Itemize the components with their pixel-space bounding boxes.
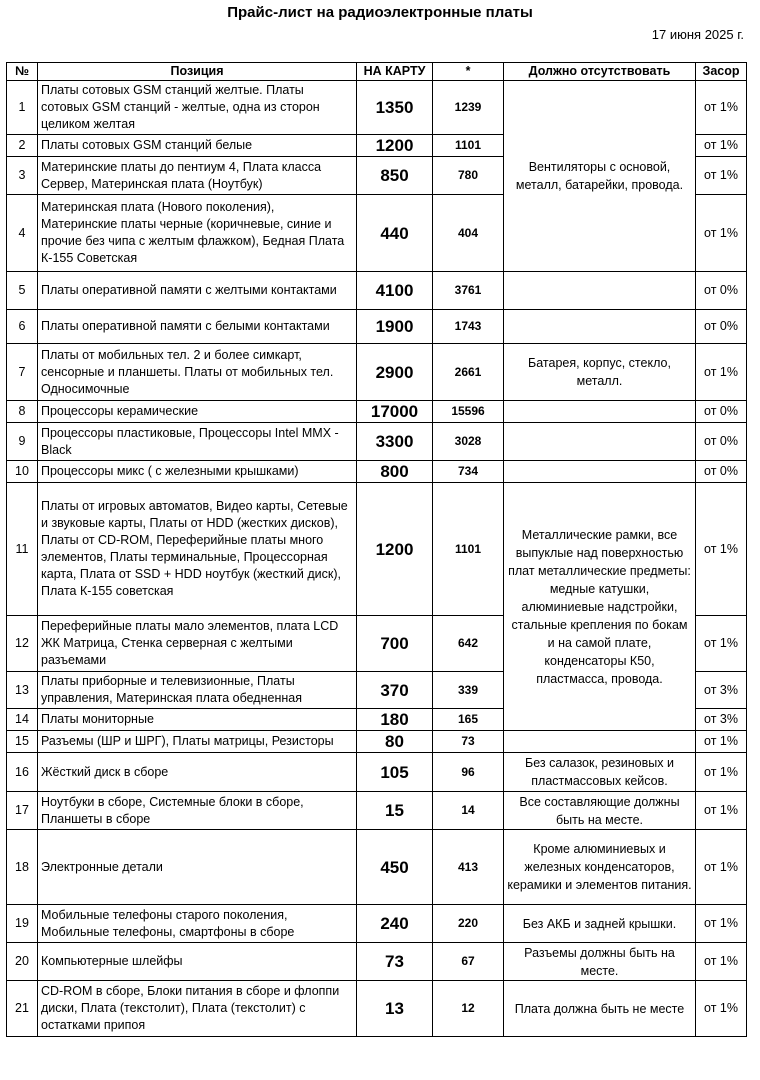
row-card-price: 80 [357, 731, 433, 753]
row-number: 13 [7, 672, 38, 709]
row-absent: Без салазок, резиновых и пластмассовых кейсов. [504, 753, 696, 792]
row-star-price: 2661 [433, 344, 504, 401]
row-number: 20 [7, 943, 38, 981]
row-number: 16 [7, 753, 38, 792]
row-absent: Без АКБ и задней крышки. [504, 905, 696, 943]
row-dirt: от 1% [696, 135, 747, 157]
row-star-price: 1239 [433, 81, 504, 135]
row-dirt: от 0% [696, 401, 747, 423]
row-star-price: 339 [433, 672, 504, 709]
row-dirt: от 1% [696, 792, 747, 830]
row-card-price: 440 [357, 195, 433, 272]
row-star-price: 413 [433, 830, 504, 905]
row-number: 6 [7, 310, 38, 344]
row-dirt: от 1% [696, 616, 747, 672]
row-number: 14 [7, 709, 38, 731]
row-absent: Разъемы должны быть на месте. [504, 943, 696, 981]
row-position: Мобильные телефоны старого поколения, Мобильные телефоны, смартфоны в сборе [38, 905, 357, 943]
table-row [7, 344, 747, 401]
row-number: 2 [7, 135, 38, 157]
row-dirt: от 1% [696, 830, 747, 905]
row-dirt: от 1% [696, 157, 747, 195]
row-card-price: 4100 [357, 272, 433, 310]
row-dirt: от 0% [696, 272, 747, 310]
row-dirt: от 1% [696, 344, 747, 401]
row-position: Процессоры керамические [38, 401, 357, 423]
row-star-price: 642 [433, 616, 504, 672]
row-star-price: 780 [433, 157, 504, 195]
row-position: Платы мониторные [38, 709, 357, 731]
row-card-price: 850 [357, 157, 433, 195]
row-position: Процессоры пластиковые, Процессоры Intel MMX - Black [38, 423, 357, 461]
row-card-price: 800 [357, 461, 433, 483]
header-num: № [7, 63, 38, 81]
row-position: Процессоры микс ( с железными крышками) [38, 461, 357, 483]
row-number: 17 [7, 792, 38, 830]
row-dirt: от 1% [696, 195, 747, 272]
header-dirt: Засор [696, 63, 747, 81]
header-card: НА КАРТУ [357, 63, 433, 81]
table-row [7, 792, 747, 830]
table-row [7, 753, 747, 792]
row-star-price: 1743 [433, 310, 504, 344]
page-title: Прайс-лист на радиоэлектронные платы [227, 4, 533, 21]
row-star-price: 96 [433, 753, 504, 792]
row-card-price: 2900 [357, 344, 433, 401]
row-position: Компьютерные шлейфы [38, 943, 357, 981]
row-dirt: от 3% [696, 672, 747, 709]
row-position: Платы от игровых автоматов, Видео карты, Сетевые и звуковые карты, Платы от HDD (жестких дисков), Платы от CD-ROM, Переферийные платы много элементов, Платы терминальные, Процессорная карта, Плата от SSD + HDD ноутбук (жесткий диск), Плата К-155 советская [38, 483, 357, 616]
row-number: 21 [7, 981, 38, 1037]
row-card-price: 15 [357, 792, 433, 830]
row-card-price: 13 [357, 981, 433, 1037]
row-number: 11 [7, 483, 38, 616]
row-dirt: от 0% [696, 461, 747, 483]
row-dirt: от 1% [696, 81, 747, 135]
table-row [7, 461, 747, 483]
table-row [7, 943, 747, 981]
row-dirt: от 0% [696, 423, 747, 461]
row-card-price: 17000 [357, 401, 433, 423]
row-absent: Плата должна быть не месте [504, 981, 696, 1037]
row-dirt: от 1% [696, 981, 747, 1037]
row-absent: Все составляющие должны быть на месте. [504, 792, 696, 830]
row-dirt: от 1% [696, 905, 747, 943]
row-dirt: от 0% [696, 310, 747, 344]
row-absent [504, 731, 696, 753]
row-star-price: 1101 [433, 135, 504, 157]
row-number: 18 [7, 830, 38, 905]
row-star-price: 73 [433, 731, 504, 753]
row-card-price: 105 [357, 753, 433, 792]
table-row [7, 905, 747, 943]
row-position: CD-ROM в сборе, Блоки питания в сборе и флоппи диски, Плата (текстолит), Плата (текстолит) с остатками припоя [38, 981, 357, 1037]
price-table [6, 62, 747, 1037]
row-card-price: 1900 [357, 310, 433, 344]
row-number: 5 [7, 272, 38, 310]
row-absent [504, 423, 696, 461]
row-position: Платы оперативной памяти с белыми контактами [38, 310, 357, 344]
table-row [7, 401, 747, 423]
row-card-price: 73 [357, 943, 433, 981]
row-position: Электронные детали [38, 830, 357, 905]
row-star-price: 67 [433, 943, 504, 981]
row-position: Переферийные платы мало элементов, плата LCD ЖК Матрица, Стенка серверная с желтыми разъемами [38, 616, 357, 672]
row-number: 19 [7, 905, 38, 943]
table-row [7, 483, 747, 616]
row-card-price: 240 [357, 905, 433, 943]
row-card-price: 1200 [357, 135, 433, 157]
row-position: Материнские платы до пентиум 4, Плата класса Сервер, Материнская плата (Ноутбук) [38, 157, 357, 195]
row-card-price: 700 [357, 616, 433, 672]
row-position: Жёсткий диск в сборе [38, 753, 357, 792]
row-absent [504, 272, 696, 310]
row-card-price: 1350 [357, 81, 433, 135]
row-dirt: от 1% [696, 753, 747, 792]
row-dirt: от 3% [696, 709, 747, 731]
row-star-price: 12 [433, 981, 504, 1037]
row-star-price: 1101 [433, 483, 504, 616]
row-position: Разъемы (ШР и ШРГ), Платы матрицы, Резисторы [38, 731, 357, 753]
table-row [7, 310, 747, 344]
row-absent [504, 461, 696, 483]
table-header-row [7, 63, 747, 81]
row-star-price: 165 [433, 709, 504, 731]
table-row [7, 81, 747, 135]
header-star: * [433, 63, 504, 81]
row-position: Платы сотовых GSM станций желтые. Платы сотовых GSM станций - желтые, одна из сторон целиком желтая [38, 81, 357, 135]
row-star-price: 220 [433, 905, 504, 943]
row-position: Платы сотовых GSM станций белые [38, 135, 357, 157]
table-row [7, 830, 747, 905]
document-date: 17 июня 2025 г. [651, 27, 744, 42]
row-card-price: 370 [357, 672, 433, 709]
header-absent: Должно отсутствовать [504, 63, 696, 81]
row-card-price: 3300 [357, 423, 433, 461]
row-dirt: от 1% [696, 943, 747, 981]
row-position: Материнская плата (Нового поколения), Материнские платы черные (коричневые, синие и прочие без чипа с желтым флажком), Бедная Плата К-155 Советская [38, 195, 357, 272]
row-absent: Батарея, корпус, стекло, металл. [504, 344, 696, 401]
row-number: 15 [7, 731, 38, 753]
table-row [7, 981, 747, 1037]
row-absent [504, 310, 696, 344]
row-absent: Вентиляторы с основой, металл, батарейки, провода. [504, 81, 696, 272]
row-number: 9 [7, 423, 38, 461]
row-position: Платы приборные и телевизионные, Платы управления, Материнская плата обедненная [38, 672, 357, 709]
row-star-price: 734 [433, 461, 504, 483]
row-dirt: от 1% [696, 731, 747, 753]
row-card-price: 450 [357, 830, 433, 905]
row-number: 12 [7, 616, 38, 672]
row-number: 10 [7, 461, 38, 483]
row-dirt: от 1% [696, 483, 747, 616]
header-position: Позиция [38, 63, 357, 81]
row-position: Платы оперативной памяти с желтыми контактами [38, 272, 357, 310]
row-card-price: 180 [357, 709, 433, 731]
row-card-price: 1200 [357, 483, 433, 616]
row-absent [504, 401, 696, 423]
row-number: 4 [7, 195, 38, 272]
table-row [7, 272, 747, 310]
row-number: 3 [7, 157, 38, 195]
row-star-price: 3028 [433, 423, 504, 461]
table-row [7, 423, 747, 461]
row-absent: Металлические рамки, все выпуклые над поверхностью плат металлические предметы: медные катушки, алюминиевые надстройки, стальные крепления по бокам и на самой плате, конденсаторы К50, пластмасса, провода. [504, 483, 696, 731]
row-number: 7 [7, 344, 38, 401]
row-star-price: 15596 [433, 401, 504, 423]
row-position: Платы от мобильных тел. 2 и более симкарт, сенсорные и планшеты. Платы от мобильных тел. Односимочные [38, 344, 357, 401]
row-star-price: 3761 [433, 272, 504, 310]
row-star-price: 404 [433, 195, 504, 272]
row-number: 8 [7, 401, 38, 423]
row-absent: Кроме алюминиевых и железных конденсаторов, керамики и элементов питания. [504, 830, 696, 905]
row-star-price: 14 [433, 792, 504, 830]
table-row [7, 731, 747, 753]
row-number: 1 [7, 81, 38, 135]
row-position: Ноутбуки в сборе, Системные блоки в сборе, Планшеты в сборе [38, 792, 357, 830]
